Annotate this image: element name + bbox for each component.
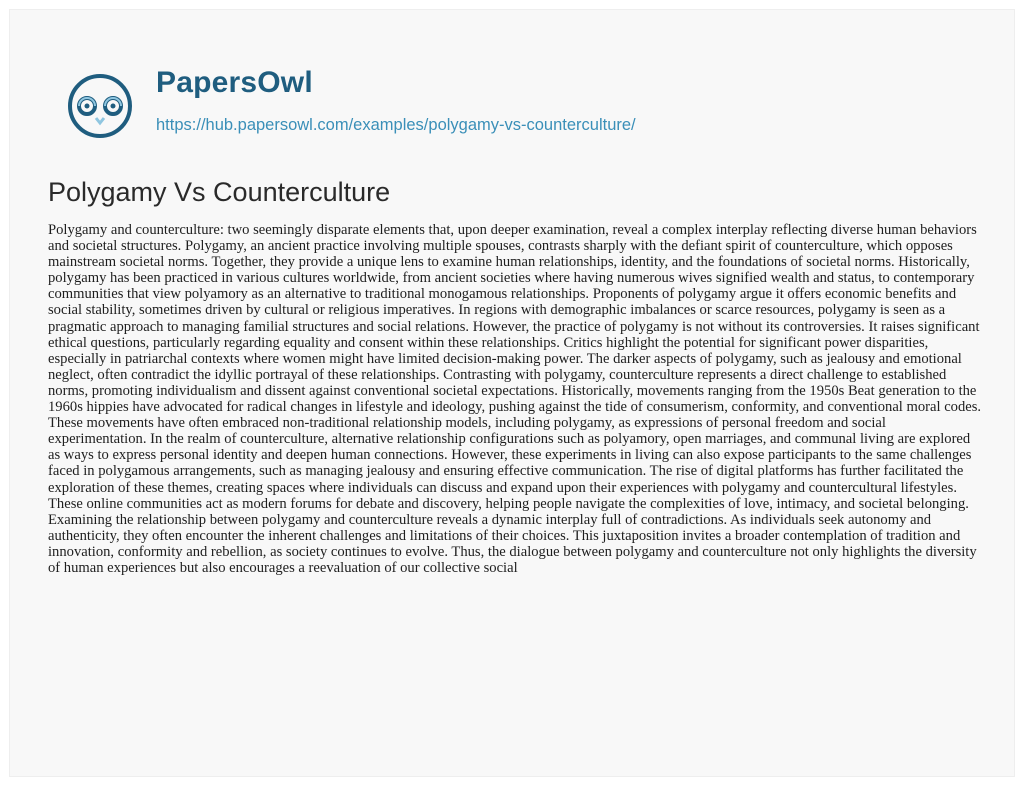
- article-body: Polygamy and counterculture: two seemingly disparate elements that, upon deeper examination, reveal a complex interplay reflecting diverse human behaviors and societal structures. Polygamy, an ancient practice involving multiple spouses, contrasts sharply with the defiant spirit of counterculture, which opposes mainstream societal norms. Together, they provide a unique lens to examine human relationships, identity, and the foundations of societal norms. Historically, polygamy has been practiced in various cultures worldwide, from ancient societies where having numerous wives signified wealth and status, to contemporary communities that view polyamory as an alternative to traditional monogamous relationships. Proponents of polygamy argue it offers economic benefits and social stability, sometimes driven by cultural or religious imperatives. In regions with demographic imbalances or scarce resources, polygamy is seen as a pragmatic approach to managing familial structures and social relations. However, the practice of polygamy is not without its controversies. It raises significant ethical questions, particularly regarding equality and consent within these relationships. Critics highlight the potential for significant power disparities, especially in patriarchal contexts where women might have limited decision-making power. The darker aspects of polygamy, such as jealousy and emotional neglect, often contradict the idyllic portrayal of these relationships. Contrasting with polygamy, counterculture represents a direct challenge to established norms, promoting individualism and dissent against conventional societal expectations. Historically, movements ranging from the 1950s Beat generation to the 1960s hippies have advocated for radical changes in lifestyle and ideology, pushing against the tide of consumerism, conformity, and conventional moral codes. These movements have often embraced non-traditional relationship models, including polygamy, as expressions of personal freedom and social experimentation. In the realm of counterculture, alternative relationship configurations such as polyamory, open marriages, and communal living are explored as ways to express personal identity and deepen human connections. However, these experiments in living can also expose participants to the same challenges faced in polygamous arrangements, such as managing jealousy and ensuring effective communication. The rise of digital platforms has further facilitated the exploration of these themes, creating spaces where individuals can discuss and expand upon their experiences with polygamy and countercultural lifestyles. These online communities act as modern forums for debate and discovery, helping people navigate the complexities of love, intimacy, and societal belonging. Examining the relationship between polygamy and counterculture reveals a dynamic interplay full of contradictions. As individuals seek autonomy and authenticity, they often encounter the inherent challenges and limitations of their choices. This juxtaposition invites a broader contemplation of tradition and innovation, conformity and rebellion, as society continues to evolve. Thus, the dialogue between polygamy and counterculture not only highlights the diversity of human experiences but also encourages a reevaluation of our collective social: [48, 222, 982, 576]
- source-url-link[interactable]: https://hub.papersowl.com/examples/polygamy-vs-counterculture/: [156, 116, 636, 134]
- brand-name: PapersOwl: [156, 66, 313, 99]
- document-page: [9, 9, 1015, 777]
- page-title: Polygamy Vs Counterculture: [48, 177, 391, 207]
- owl-eyes-icon: [50, 68, 150, 168]
